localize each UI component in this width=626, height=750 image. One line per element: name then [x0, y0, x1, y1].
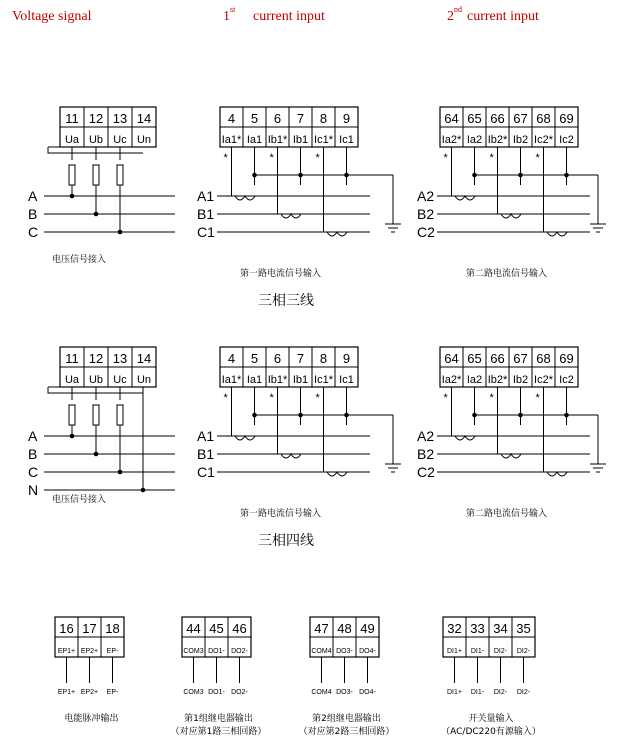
terminal-label: Ic1*: [314, 134, 333, 146]
terminal-number: 65: [467, 351, 482, 366]
terminal-number: 68: [536, 111, 551, 126]
terminal-number: 7: [296, 351, 305, 366]
terminal-number: 9: [342, 111, 351, 126]
output-caption: 第1组继电器输出: [184, 714, 253, 724]
output-wire-label: DO4-: [359, 689, 376, 696]
terminal-label: Uc: [113, 134, 127, 146]
terminal-number: 8: [319, 111, 328, 126]
terminal-label: Ic2*: [534, 134, 553, 146]
header-first-text: current input: [253, 9, 325, 24]
polarity-mark: *: [443, 152, 448, 164]
terminal-label: Ia1*: [221, 134, 242, 146]
ct-coil-icon: [327, 232, 347, 236]
output-caption: 电能脉冲输出: [64, 714, 119, 724]
ct-coil-icon: [501, 214, 521, 218]
terminal-number: 66: [490, 351, 505, 366]
terminal-number: 11: [65, 351, 79, 366]
junction-dot: [94, 452, 99, 457]
junction-dot: [141, 488, 146, 493]
terminal-number: 12: [88, 351, 104, 366]
phase-label-n: N: [28, 482, 39, 498]
header-second-text: current input: [467, 9, 539, 24]
terminal-number: 45: [209, 621, 224, 636]
terminal-label: Ia2*: [441, 374, 462, 386]
phase-label-b: B: [28, 446, 38, 462]
ground-icon: [590, 218, 606, 232]
header-second-number: 2: [447, 9, 454, 24]
terminal-label: Ic1: [339, 134, 354, 146]
terminal-label: Un: [136, 374, 152, 386]
junction-dot: [564, 173, 569, 178]
terminal-label: COM4: [311, 648, 332, 655]
phase-label-a2: A2: [417, 428, 435, 444]
terminal-number: 12: [88, 111, 104, 126]
terminal-label: DI1+: [447, 648, 462, 655]
ct-coil-icon: [235, 196, 255, 200]
phase-label-b: B: [28, 206, 38, 222]
terminal-number: 8: [319, 351, 328, 366]
junction-dot: [518, 173, 523, 178]
terminal-label: Ib2*: [487, 134, 508, 146]
output-wire-label: DO1-: [208, 689, 225, 696]
terminal-number: 13: [112, 351, 128, 366]
junction-dot: [118, 230, 123, 235]
polarity-mark: *: [315, 392, 320, 404]
voltage-caption: 电压信号接入: [52, 495, 107, 505]
junction-dot: [518, 413, 523, 418]
polarity-mark: *: [489, 392, 494, 404]
output-caption: （对应第2路三相回路）: [298, 727, 395, 737]
polarity-mark: *: [535, 152, 540, 164]
terminal-label: Ua: [64, 374, 80, 386]
terminal-label: Ic2: [559, 134, 574, 146]
terminal-label: Ic1: [339, 374, 354, 386]
outputs-section: [55, 617, 541, 737]
terminal-label: DO2-: [231, 648, 248, 655]
terminal-label: Ib1*: [267, 134, 288, 146]
terminal-label: Ib1*: [267, 374, 288, 386]
junction-dot: [94, 212, 99, 217]
header-first-current-input: [223, 5, 325, 24]
terminal-label: Uc: [113, 374, 127, 386]
junction-dot: [472, 173, 477, 178]
voltage-caption: 电压信号接入: [52, 255, 107, 265]
terminal-number: 4: [227, 111, 236, 126]
terminal-number: 14: [136, 351, 152, 366]
ct-coil-icon: [501, 454, 521, 458]
ct-coil-icon: [235, 436, 255, 440]
current-caption: 第一路电流信号输入: [240, 509, 322, 519]
phase-label-b2: B2: [417, 446, 435, 462]
ground-icon: [590, 458, 606, 472]
current-caption: 第二路电流信号输入: [466, 509, 548, 519]
current-caption: 第二路电流信号输入: [466, 269, 548, 279]
fuse-icon: [117, 405, 123, 425]
header-first-superscript: st: [230, 5, 236, 14]
terminal-label: Ua: [64, 134, 80, 146]
terminal-number: 5: [250, 111, 259, 126]
phase-label-a: A: [28, 188, 38, 204]
terminal-number: 7: [296, 111, 305, 126]
junction-dot: [298, 413, 303, 418]
phase-label-c1: C1: [197, 464, 215, 480]
terminal-label: Ib2: [512, 374, 529, 386]
junction-dot: [472, 413, 477, 418]
phase-label-c2: C2: [417, 224, 435, 240]
output-wire-label: DI1-: [470, 689, 485, 696]
polarity-mark: *: [223, 392, 228, 404]
phase-label-c2: C2: [417, 464, 435, 480]
terminal-number: 49: [360, 621, 375, 636]
terminal-label: DO1-: [208, 648, 225, 655]
current-caption: 第一路电流信号输入: [240, 269, 322, 279]
terminal-number: 67: [513, 111, 528, 126]
header-second-current-input: [447, 5, 539, 24]
terminal-number: 18: [105, 621, 120, 636]
output-wire-label: DI2-: [493, 689, 508, 696]
terminal-number: 6: [273, 351, 282, 366]
polarity-mark: *: [269, 152, 274, 164]
fuse-icon: [93, 405, 99, 425]
junction-dot: [252, 173, 257, 178]
terminal-number: 17: [82, 621, 97, 636]
terminal-label: Ub: [88, 374, 104, 386]
ct-coil-icon: [455, 196, 475, 200]
terminal-number: 5: [250, 351, 259, 366]
terminal-label: Ic1*: [314, 374, 333, 386]
terminal-label: DI2-: [516, 648, 531, 655]
terminal-label: Ia1: [246, 374, 263, 386]
terminal-number: 14: [136, 111, 152, 126]
fuse-icon: [69, 405, 75, 425]
three-wire-section: [28, 107, 606, 309]
output-wire-label: EP2+: [80, 689, 99, 696]
phase-label-a2: A2: [417, 188, 435, 204]
terminal-number: 33: [470, 621, 485, 636]
output-caption: （AC/DC220有源输入）: [441, 727, 541, 737]
junction-dot: [70, 194, 75, 199]
section-title: 三相四线: [258, 533, 314, 549]
phase-label-a1: A1: [197, 428, 215, 444]
terminal-number: 6: [273, 111, 282, 126]
output-wire-label: EP-: [106, 689, 119, 696]
output-wire-label: COM4: [311, 689, 332, 696]
terminal-number: 4: [227, 351, 236, 366]
terminal-label: DO3-: [336, 648, 353, 655]
phase-label-c: C: [28, 464, 39, 480]
terminal-label: Ic2: [559, 374, 574, 386]
polarity-mark: *: [489, 152, 494, 164]
terminal-number: 34: [493, 621, 508, 636]
terminal-label: EP2+: [80, 648, 99, 655]
phase-label-b2: B2: [417, 206, 435, 222]
terminal-number: 65: [467, 111, 482, 126]
polarity-mark: *: [315, 152, 320, 164]
terminal-label: Ub: [88, 134, 104, 146]
junction-dot: [344, 173, 349, 178]
terminal-label: Ib2: [512, 134, 529, 146]
output-wire-label: DO2-: [231, 689, 248, 696]
phase-label-c1: C1: [197, 224, 215, 240]
terminal-number: 64: [444, 111, 459, 126]
terminal-label: DO4-: [359, 648, 376, 655]
polarity-mark: *: [535, 392, 540, 404]
header-second-superscript: nd: [454, 5, 462, 14]
terminal-number: 35: [516, 621, 531, 636]
fuse-icon: [93, 165, 99, 185]
terminal-label: COM3: [183, 648, 204, 655]
terminal-number: 46: [232, 621, 247, 636]
terminal-number: 67: [513, 351, 528, 366]
ct-coil-icon: [281, 214, 301, 218]
header-voltage-signal: Voltage signal: [12, 9, 92, 24]
terminal-label: Un: [136, 134, 152, 146]
phase-label-a1: A1: [197, 188, 215, 204]
ct-coil-icon: [455, 436, 475, 440]
terminal-label: Ia2*: [441, 134, 462, 146]
fuse-icon: [117, 165, 123, 185]
terminal-number: 66: [490, 111, 505, 126]
terminal-number: 9: [342, 351, 351, 366]
terminal-number: 13: [112, 111, 128, 126]
phase-label-b1: B1: [197, 206, 215, 222]
phase-label-c: C: [28, 224, 39, 240]
ct-coil-icon: [281, 454, 301, 458]
terminal-label: EP-: [106, 648, 119, 655]
terminal-number: 11: [65, 111, 79, 126]
output-wire-label: COM3: [183, 689, 204, 696]
ct-coil-icon: [547, 232, 567, 236]
output-wire-label: DI2-: [516, 689, 531, 696]
output-caption: （对应第1路三相回路）: [170, 727, 267, 737]
terminal-label: Ib2*: [487, 374, 508, 386]
header-first-number: 1: [223, 9, 230, 24]
terminal-number: 16: [59, 621, 74, 636]
terminal-label: Ic2*: [534, 374, 553, 386]
junction-dot: [344, 413, 349, 418]
terminal-label: Ia1: [246, 134, 263, 146]
junction-dot: [70, 434, 75, 439]
ct-coil-icon: [547, 472, 567, 476]
fuse-icon: [69, 165, 75, 185]
polarity-mark: *: [269, 392, 274, 404]
terminal-label: Ia2: [466, 134, 483, 146]
terminal-number: 47: [314, 621, 329, 636]
terminal-label: Ia1*: [221, 374, 242, 386]
junction-dot: [118, 470, 123, 475]
terminal-label: Ib1: [292, 374, 309, 386]
terminal-label: Ia2: [466, 374, 483, 386]
output-wire-label: DO3-: [336, 689, 353, 696]
terminal-number: 48: [337, 621, 352, 636]
polarity-mark: *: [443, 392, 448, 404]
terminal-label: DI2-: [493, 648, 508, 655]
four-wire-section: [28, 347, 606, 549]
junction-dot: [298, 173, 303, 178]
phase-label-a: A: [28, 428, 38, 444]
output-wire-label: EP1+: [57, 689, 76, 696]
phase-label-b1: B1: [197, 446, 215, 462]
ct-coil-icon: [327, 472, 347, 476]
terminal-label: EP1+: [57, 648, 76, 655]
polarity-mark: *: [223, 152, 228, 164]
junction-dot: [252, 413, 257, 418]
junction-dot: [564, 413, 569, 418]
output-caption: 开关量输入: [468, 714, 514, 724]
terminal-number: 44: [186, 621, 201, 636]
section-title: 三相三线: [258, 293, 314, 309]
output-caption: 第2组继电器输出: [312, 714, 381, 724]
ground-icon: [385, 218, 401, 232]
terminal-number: 64: [444, 351, 459, 366]
output-wire-label: DI1+: [447, 689, 462, 696]
terminal-number: 32: [447, 621, 462, 636]
ground-icon: [385, 458, 401, 472]
terminal-number: 69: [559, 351, 574, 366]
terminal-label: DI1-: [470, 648, 485, 655]
terminal-number: 69: [559, 111, 574, 126]
terminal-number: 68: [536, 351, 551, 366]
terminal-label: Ib1: [292, 134, 309, 146]
